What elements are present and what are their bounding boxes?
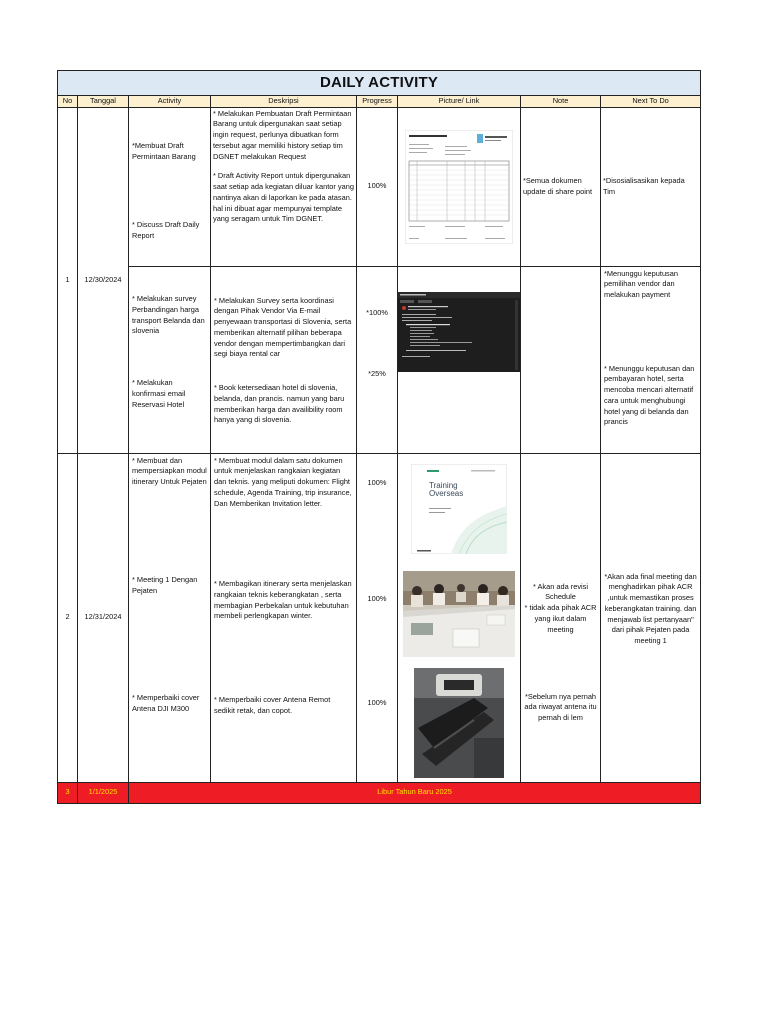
daily-activity-sheet (57, 70, 700, 804)
header-no: No (58, 95, 78, 107)
activity-cell (129, 107, 211, 266)
note-cell (521, 453, 601, 782)
description-cell (211, 266, 357, 453)
entry-1-row-b (58, 266, 701, 453)
header-tanggal: Tanggal (78, 95, 129, 107)
picture-cell (398, 453, 521, 782)
progress-cell: 100% (357, 107, 398, 266)
description-text: * Melakukan Survey serta koordinasi dengan Pihak Vendor Via E-mail penyewaan transportasi di Slovenia, serta memberikan alternatif pilihan beberapa vendor dengan mempertimbangkan dari segi biaya rental car (214, 295, 352, 359)
description-text: * Book ketersediaan hotel di slovenia, belanda, dan prancis. namun yang baru memberikan harga dan availibility room hanya yang di slovenia. (214, 383, 345, 425)
activity-text: * Meeting 1 Dengan Pejaten (132, 575, 198, 596)
next-to-do-text: * Menunggu keputusan dan pembayaran hotel, serta mencoba mencari alternatif cara untuk menghubungi hotel yang di belanda dan prancis (604, 363, 695, 427)
antenna-photo-graphic (414, 668, 504, 778)
next-to-do-cell: *Disosialisasikan kepada Tim (601, 107, 701, 266)
description-text: * Melakukan Pembuatan Draft Permintaan Barang untuk dipergunakan saat setiap ingin request, perlunya dibuatkan form tersebut agar memiliki history setiap tim DGNET melakukan Request (213, 108, 352, 161)
email-screenshot-thumbnail (398, 292, 520, 372)
activity-text: *Membuat Draft Permintaan Barang (132, 140, 196, 161)
header-deskripsi: Deskripsi (211, 95, 357, 107)
next-to-do-cell (601, 453, 701, 782)
entry-date: 12/31/2024 (78, 453, 129, 782)
holiday-row (58, 782, 701, 803)
progress-cell (357, 453, 398, 782)
meeting-photo (398, 564, 520, 664)
note-text: * Akan ada revisi Schedule * tidak ada pihak ACR yang ikut dalam meeting (524, 581, 597, 634)
picture-cell (398, 107, 521, 266)
header-progress: Progress (357, 95, 398, 107)
holiday-date: 1/1/2025 (78, 782, 129, 803)
note-text: *Sebelum nya pernah ada riwayat antena itu pernah di lem (524, 691, 597, 723)
picture-cell (398, 266, 521, 453)
description-text: * Draft Activity Report untuk dipergunakan saat setiap ada kegiatan diluar kantor yang nantinya akan di laporkan ke pada atasan. hal ini dibuat agar mempunyai template yang seragam untuk Tim DGNET. (213, 171, 354, 224)
activity-text: * Membuat dan mempersiapkan modul itinerary Untuk Pejaten (132, 455, 207, 487)
antenna-photo (398, 664, 520, 782)
header-next-to-do: Next To Do (601, 95, 701, 107)
activity-cell (129, 453, 211, 782)
description-text: * Memperbaiki cover Antena Remot sedikit retak, dan copot. (214, 694, 331, 715)
entry-date: 12/30/2024 (78, 107, 129, 453)
activity-cell (129, 266, 211, 453)
meeting-photo-graphic (403, 571, 515, 657)
holiday-label: Libur Tahun Baru 2025 (129, 782, 701, 803)
description-cell (211, 107, 357, 266)
note-cell (521, 266, 601, 453)
progress-text: 100% (367, 697, 387, 707)
training-document-thumbnail (398, 454, 520, 564)
activity-text: * Memperbaiki cover Antena DJI M300 (132, 693, 200, 713)
header-note: Note (521, 95, 601, 107)
sheet-title: DAILY ACTIVITY (58, 71, 701, 96)
description-text: * Membuat modul dalam satu dokumen untuk menjelaskan rangkaian kegiatan dan teknis. yang meliputi dokumen: Flight schedule, Agenda Training, trip insurance, Dan Memberikan Invitation letter. (214, 455, 352, 508)
entry-2-row (58, 453, 701, 782)
header-row (58, 95, 701, 107)
activity-table (57, 70, 701, 804)
entry-number: 1 (58, 107, 78, 453)
form-document-thumbnail (405, 130, 513, 244)
training-document-title: Training Overseas (429, 480, 464, 499)
description-text: * Membagikan itinerary serta menjelaskan rangkaian teknis keberangkatan , serta membagian Perbekalan untuk kebutuhan membeli perlengkapan winter. (214, 579, 352, 621)
note-cell: *Semua dokumen update di share point (521, 107, 601, 266)
next-to-do-text: *Akan ada final meeting dan menghadirkan pihak ACR ,untuk memastikan proses keberangkatan training. dan menjawab list pertanyaan" dari pihak Pejaten pada meeting 1 (604, 571, 697, 646)
next-to-do-text: *Menunggu keputusan pemilihan vendor dan melakukan payment (604, 268, 678, 300)
progress-text: 100% (367, 477, 387, 487)
activity-text: * Discuss Draft Daily Report (132, 219, 200, 240)
next-to-do-cell (601, 266, 701, 453)
activity-text: * Melakukan survey Perbandingan harga transport Belanda dan slovenia (132, 294, 205, 336)
description-cell (211, 453, 357, 782)
header-picture: Picture/ Link (398, 95, 521, 107)
activity-text: * Melakukan konfirmasi email Reservasi Hotel (132, 378, 186, 409)
header-activity: Activity (129, 95, 211, 107)
progress-text: *25% (368, 368, 386, 378)
progress-text: 100% (367, 593, 387, 603)
progress-text: *100% (366, 308, 388, 318)
entry-number: 2 (58, 453, 78, 782)
holiday-number: 3 (58, 782, 78, 803)
document-page-graphic (411, 464, 507, 554)
entry-1-row-a (58, 107, 701, 266)
progress-cell (357, 266, 398, 453)
